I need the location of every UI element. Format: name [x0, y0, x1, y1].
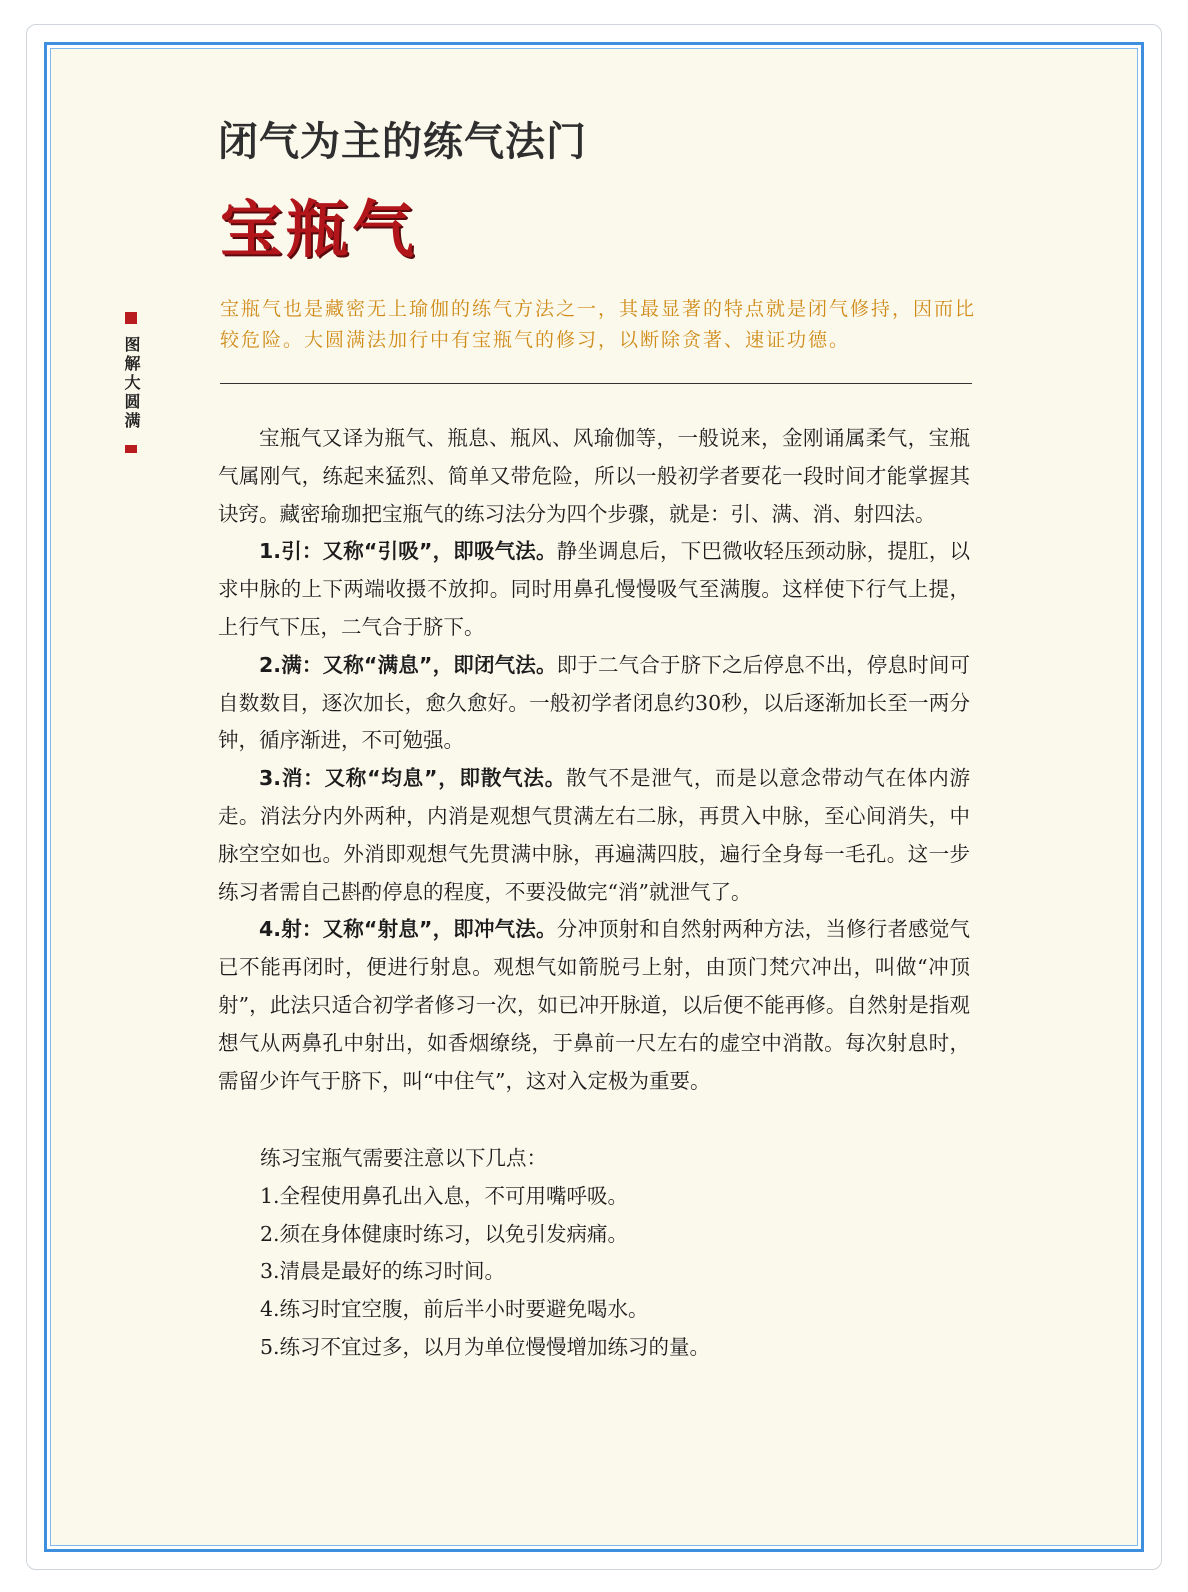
list-item: 3.清晨是最好的练习时间。	[260, 1259, 506, 1284]
intro-paragraph: 宝瓶气也是藏密无上瑜伽的练气方法之一，其最显著的特点就是闭气修持，因而比较危险。大圆满法加行中有宝瓶气的修习，以断除贪著、速证功德。	[220, 298, 977, 351]
step-paragraph	[218, 647, 970, 760]
page-title: 宝瓶气	[220, 193, 419, 266]
red-square-icon	[125, 312, 137, 324]
step-heading: 2.满：又称“满息”，即闭气法。	[259, 652, 557, 677]
step-heading: 3.消：又称“均息”，即散气法。	[259, 766, 567, 791]
side-label-text: 图解大圆满	[122, 336, 141, 431]
step-paragraph	[218, 533, 970, 646]
notes-heading: 练习宝瓶气需要注意以下几点：	[260, 1146, 547, 1170]
divider-line	[220, 383, 972, 384]
red-square-icon	[125, 445, 137, 453]
step-text: 即于二气合于脐下之后停息不出，停息时间可自数数目，逐次加长，愈久愈好。一般初学者闭息约30秒，以后逐渐加长至一两分钟，循序渐进，不可勉强。	[218, 652, 971, 753]
step-text: 静坐调息后，下巴微收轻压颈动脉，提肛，以求中脉的上下两端收摄不放抑。同时用鼻孔慢慢吸气至满腹。这样使下行气上提，上行气下压，二气合于脐下。	[218, 539, 971, 639]
step-heading: 4.射：又称“射息”，即冲气法。	[259, 917, 557, 942]
notes-list	[260, 1140, 970, 1367]
list-item: 2.须在身体健康时练习，以免引发病痛。	[260, 1221, 629, 1246]
step-heading: 1.引：又称“引吸”，即吸气法。	[259, 539, 557, 564]
step-text: 散气不是泄气，而是以意念带动气在体内游走。消法分内外两种，内消是观想气贯满左右二脉，再贯入中脉，至心间消失，中脉空空如也。外消即观想气先贯满中脉，再遍满四肢，遍行全身每一毛孔。这一步练习者需自己斟酌停息的程度，不要没做完“消”就泄气了。	[218, 766, 971, 904]
body-text	[218, 420, 970, 1100]
section-subtitle: 闭气为主的练气法门	[218, 119, 587, 165]
side-book-label	[120, 312, 142, 453]
step-paragraph	[218, 911, 970, 1100]
paragraph: 宝瓶气又译为瓶气、瓶息、瓶风、风瑜伽等，一般说来，金刚诵属柔气，宝瓶气属刚气，练起来猛烈、简单又带危险，所以一般初学者要花一段时间才能掌握其诀窍。藏密瑜珈把宝瓶气的练习法分为四个步骤，就是：引、满、消、射四法。	[218, 426, 970, 526]
list-item: 1.全程使用鼻孔出入息，不可用嘴呼吸。	[260, 1183, 629, 1208]
step-text: 分冲顶射和自然射两种方法，当修行者感觉气已不能再闭时，便进行射息。观想气如箭脱弓上射，由顶门梵穴冲出，叫做“冲顶射”，此法只适合初学者修习一次，如已冲开脉道，以后便不能再修。自然射是指观想气从两鼻孔中射出，如香烟缭绕，于鼻前一尺左右的虚空中消散。每次射息时，需留少许气于脐下，叫“中住气”，这对入定极为重要。	[218, 917, 971, 1093]
step-paragraph	[218, 760, 970, 911]
list-item: 4.练习时宜空腹，前后半小时要避免喝水。	[260, 1297, 649, 1322]
list-item: 5.练习不宜过多，以月为单位慢慢增加练习的量。	[260, 1334, 711, 1359]
